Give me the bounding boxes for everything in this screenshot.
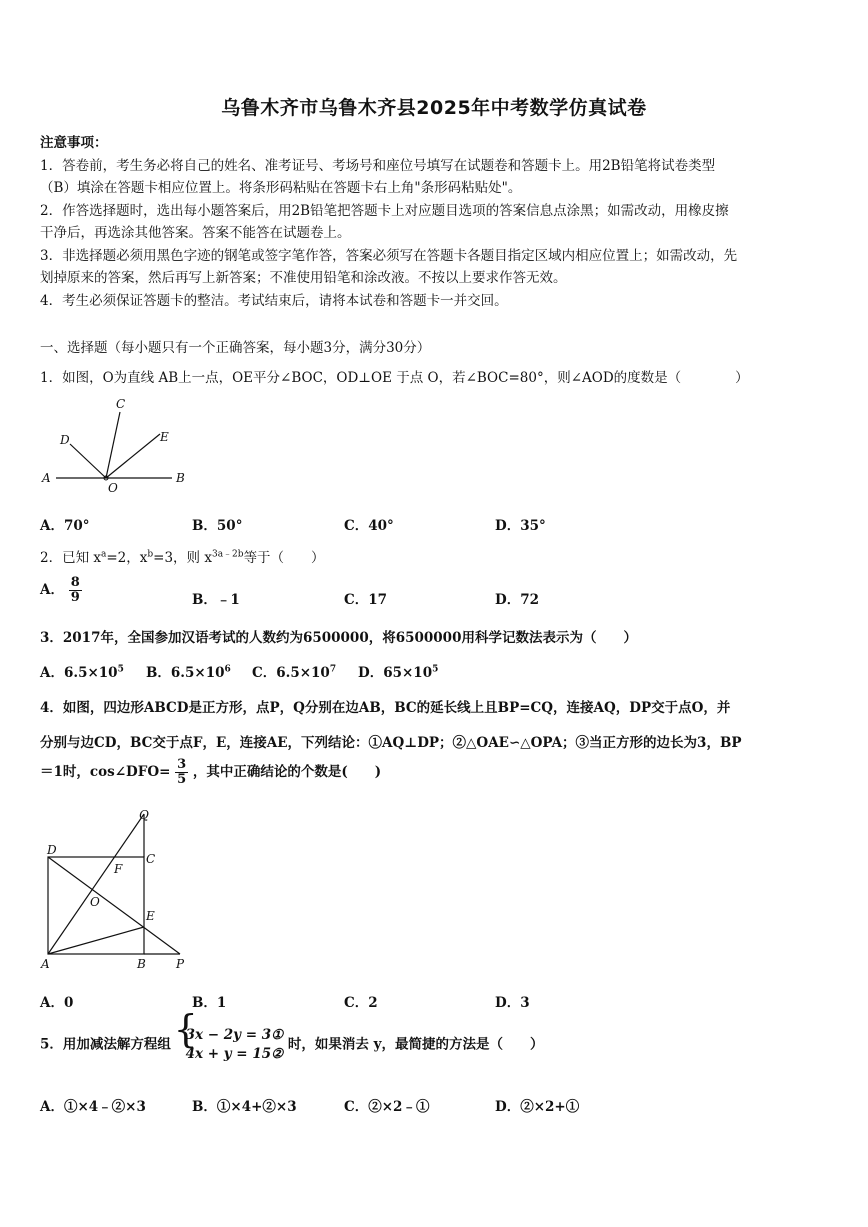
q3-stem: 3．2017年，全国参加汉语考试的人数约为6500000，将6500000用科学记数法表示为（ ） bbox=[40, 630, 637, 646]
q5-option-a: A．①×4﹣②×3 bbox=[40, 1099, 146, 1115]
note-line: 干净后，再选涂其他答案。答案不能答在试题卷上。 bbox=[40, 225, 351, 241]
equation-system bbox=[176, 1026, 284, 1064]
q4-line2: 分别与边CD，BC交于点F，E，连接AE，下列结论：①AQ⊥DP；②△OAE∽△OPA；③当正方形的边长为3，BP bbox=[40, 735, 742, 751]
q4-option-b: B．1 bbox=[192, 995, 227, 1011]
q5-option-c: C．②×2﹣① bbox=[344, 1099, 430, 1115]
q2-stem: 2．已知 $x^a=2$，$x^b=3$，则 $x^{3a﹣2b}$等于（ ） bbox=[40, 549, 325, 566]
note-line: 4．考生必须保证答题卡的整洁。考试结束后，请将本试卷和答题卡一并交回。 bbox=[40, 292, 508, 309]
q2-option-c: C．17 bbox=[344, 592, 388, 608]
q1-figure bbox=[36, 396, 196, 496]
fraction: $\frac{3}{5}$ bbox=[177, 757, 187, 787]
note-line: 3．非选择题必须用黑色字迹的钢笔或签字笔作答，答案必须写在答题卡各题目指定区域内相应位置上；如需改动，先 bbox=[40, 247, 738, 264]
note-line: 划掉原来的答案，然后再写上新答案；不准使用铅笔和涂改液。不按以上要求作答无效。 bbox=[40, 270, 567, 286]
q4-label-c: C bbox=[146, 852, 156, 866]
q3-option-a: A．$6.5\times 10^5$ bbox=[40, 664, 124, 681]
q1-option-b: B．50° bbox=[192, 518, 243, 534]
q4-label-f: F bbox=[114, 862, 123, 876]
q2-option-b: B．﹣1 bbox=[192, 592, 240, 608]
q2-option-a: A． $\frac{8}{9}$ bbox=[40, 575, 80, 605]
q4-line1: 4．如图，四边形ABCD是正方形，点P，Q分别在边AB，BC的延长线上且BP=CQ，连接AQ，DP交于点O，并 bbox=[40, 700, 731, 716]
note-line: 1．答卷前，考生务必将自己的姓名、准考证号、考场号和座位号填写在试题卷和答题卡上。用2B铅笔将试卷类型 bbox=[40, 157, 716, 174]
q4-label-q: Q bbox=[139, 808, 149, 822]
q1-label-a: A bbox=[42, 471, 51, 485]
q1-option-d: D．35° bbox=[495, 518, 546, 534]
section-heading: 一、选择题（每小题只有一个正确答案，每小题3分，满分30分） bbox=[40, 340, 431, 356]
q4-option-d: D．3 bbox=[495, 995, 530, 1011]
q4-label-a: A bbox=[41, 957, 50, 971]
exam-title: 乌鲁木齐市乌鲁木齐县2025年中考数学仿真试卷 bbox=[221, 97, 647, 119]
q3-option-c: C．$6.5\times 10^7$ bbox=[252, 664, 337, 681]
q1-label-d: D bbox=[60, 433, 70, 447]
q1-label-b: B bbox=[176, 471, 185, 485]
q4-label-o: O bbox=[90, 895, 100, 909]
equation-1: { 3x − 2y = 3① bbox=[185, 1027, 284, 1043]
q4-option-a: A．0 bbox=[40, 995, 74, 1011]
q5-option-b: B．①×4+②×3 bbox=[192, 1099, 297, 1115]
q5-stem: 5．用加减法解方程组 { 3x − 2y = 3① 4x + y = 15② 时，如果消去 y，最简捷的方法是（ ） bbox=[40, 1026, 543, 1064]
q4-label-p: P bbox=[176, 957, 185, 971]
note-line: （B）填涂在答题卡相应位置上。将条形码粘贴在答题卡右上角"条形码粘贴处"。 bbox=[40, 180, 522, 196]
q1-option-a: A．70° bbox=[40, 518, 90, 534]
q4-option-c: C．2 bbox=[344, 995, 378, 1011]
q3-option-d: D．$65\times 10^5$ bbox=[358, 664, 439, 681]
q4-label-e: E bbox=[146, 909, 155, 923]
fraction: $\frac{8}{9}$ bbox=[70, 575, 80, 605]
q5-option-d: D．②×2+① bbox=[495, 1099, 580, 1115]
q1-option-c: C．40° bbox=[344, 518, 394, 534]
q4-figure bbox=[36, 804, 206, 976]
notes-section bbox=[40, 132, 830, 312]
q1-label-c: C bbox=[116, 397, 126, 411]
q1-stem: 1．如图，O为直线 AB上一点，OE平分∠BOC，OD⊥OE 于点 O，若∠BOC=80°，则∠AOD的度数是（ ） bbox=[40, 370, 749, 386]
notes-heading: 注意事项： bbox=[40, 135, 108, 151]
q2-option-d: D．72 bbox=[495, 592, 539, 608]
q4-label-d: D bbox=[47, 843, 57, 857]
q3-option-b: B．$6.5\times 10^6$ bbox=[146, 664, 231, 681]
q4-line3: ＝1时，cos∠DFO= $\frac{3}{5}$ ，其中正确结论的个数是( ) bbox=[40, 757, 382, 787]
equation-2: 4x + y = 15② bbox=[185, 1046, 284, 1062]
q4-label-b: B bbox=[137, 957, 146, 971]
note-line: 2．作答选择题时，选出每小题答案后，用2B铅笔把答题卡上对应题目选项的答案信息点涂黑；如需改动，用橡皮擦 bbox=[40, 202, 729, 219]
q1-label-e: E bbox=[160, 430, 169, 444]
q1-label-o: O bbox=[108, 481, 118, 495]
